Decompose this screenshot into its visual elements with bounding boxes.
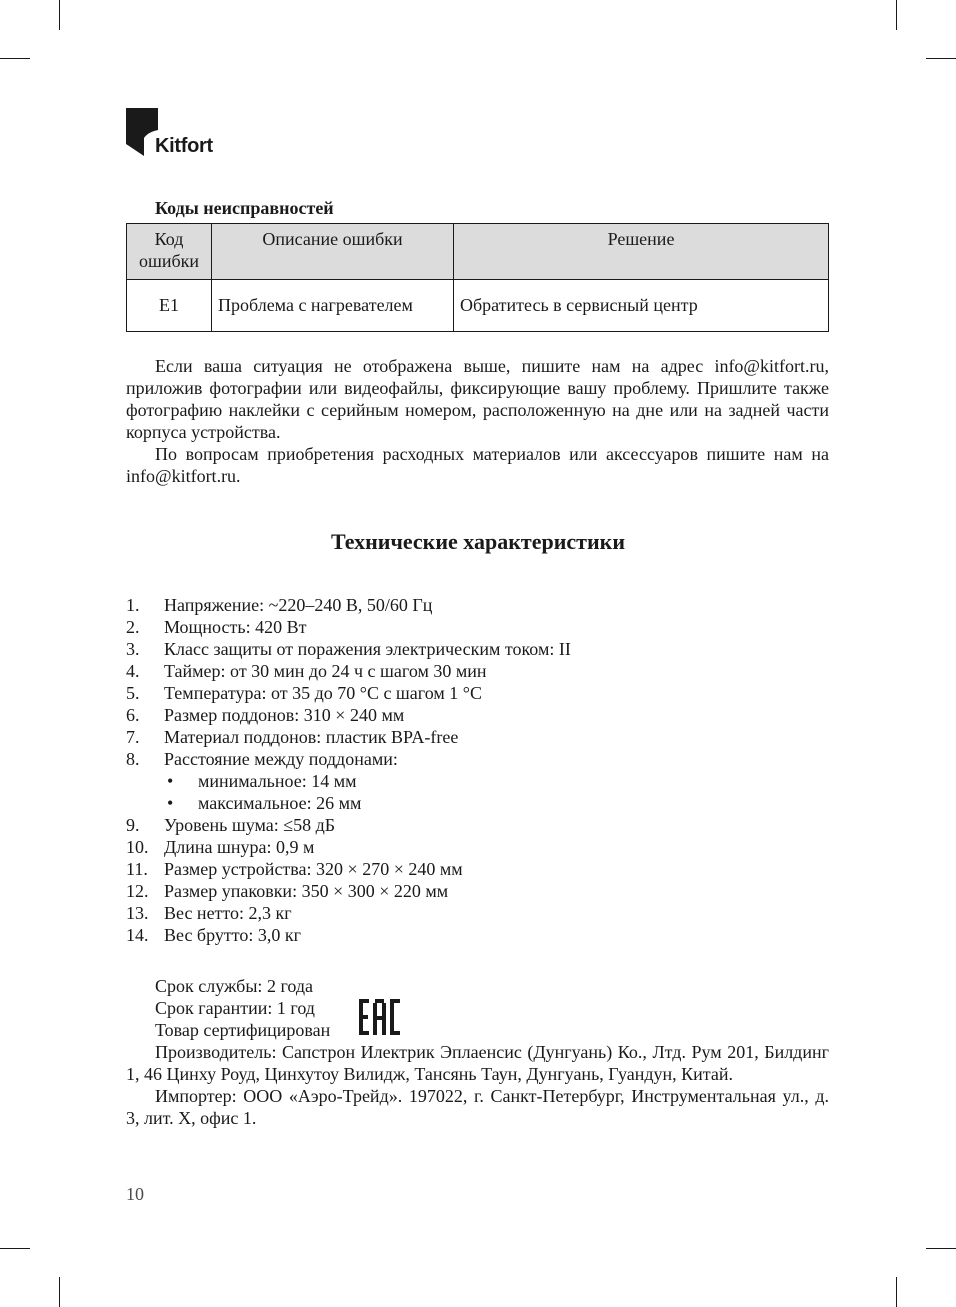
list-item: 11. Размер устройства: 320 × 270 × 240 мм: [126, 859, 463, 879]
bullet-icon: •: [167, 771, 174, 791]
specs-title: Технические характеристики: [330, 529, 626, 554]
list-item: 6. Размер поддонов: 310 × 240 мм: [126, 705, 405, 725]
specs-list: [126, 594, 571, 946]
crop-mark: [896, 0, 897, 30]
sub-list-item: • максимальное: 26 мм: [167, 793, 362, 813]
list-item: 8. Расстояние между поддонами: • минимальное: 14 мм • максимальное: 26 мм: [126, 748, 571, 814]
fault-codes-table: [126, 223, 829, 332]
eac-mark-icon: [359, 999, 400, 1035]
crop-mark: [0, 1248, 30, 1249]
list-item: 12. Размер упаковки: 350 × 300 × 220 мм: [126, 881, 449, 901]
certification-note: Товар сертифицирован: [155, 1020, 331, 1040]
fault-codes-caption: Коды неисправностей: [155, 198, 334, 218]
list-item: 9. Уровень шума: ≤58 дБ: [126, 815, 336, 835]
support-text-2: По вопросам приобретения расходных материалов или аксессуаров пишите нам на info@kitfort.ru.: [126, 444, 829, 486]
support-text-1: Если ваша ситуация не отображена выше, пишите нам на адрес info@kitfort.ru, приложив фотографии или видеофайлы, фиксирующие вашу проблему. Пришлите также фотографию наклейки с серийным номером, расположенную на дне или на задней части корпуса устройства.: [126, 356, 829, 442]
sub-list: [164, 770, 571, 814]
list-item: 4. Таймер: от 30 мин до 24 ч с шагом 30 мин: [126, 661, 487, 681]
column-header-code: Код ошибки: [127, 224, 212, 280]
service-life: Срок службы: 2 года: [155, 976, 314, 996]
table-row: [127, 280, 829, 332]
crop-mark: [59, 0, 60, 30]
list-item: 1. Напряжение: ~220–240 В, 50/60 Гц: [126, 595, 433, 615]
list-item: 3. Класс защиты от поражения электрическим током: II: [126, 639, 571, 659]
crop-mark: [59, 1277, 60, 1307]
column-header-description: Описание ошибки: [212, 224, 454, 280]
importer-info: Импортер: ООО «Аэро-Трейд». 197022, г. Санкт-Петербург, Инструментальная ул., д. 3, лит. Х, офис 1.: [126, 1086, 829, 1128]
crop-mark: [896, 1277, 897, 1307]
crop-mark: [926, 58, 956, 59]
error-description-cell: Проблема с нагревателем: [212, 280, 454, 332]
table-header-row: [127, 224, 829, 280]
list-item: 13. Вес нетто: 2,3 кг: [126, 903, 292, 923]
error-code-cell: E1: [127, 280, 212, 332]
manufacturer-info: Производитель: Сапстрон Илектрик Эплаенсис (Дунгуань) Ко., Лтд. Рум 201, Билдинг 1, 46 Цинху Роуд, Цинхутоу Вилидж, Тансянь Таун, Дунгуань, Гуандун, Китай.: [126, 1042, 829, 1084]
bullet-icon: •: [167, 793, 174, 813]
column-header-solution: Решение: [454, 224, 829, 280]
list-item: 14. Вес брутто: 3,0 кг: [126, 925, 301, 945]
list-item: 2. Мощность: 420 Вт: [126, 617, 307, 637]
crop-mark: [926, 1248, 956, 1249]
warranty-period: Срок гарантии: 1 год: [155, 998, 315, 1018]
list-item: 10. Длина шнура: 0,9 м: [126, 837, 315, 857]
support-paragraph: [126, 355, 829, 443]
kitfort-logo-icon: [126, 108, 158, 156]
error-solution-cell: Обратитесь в сервисный центр: [454, 280, 829, 332]
brand-name: Kitfort: [155, 135, 213, 157]
list-item: 5. Температура: от 35 до 70 °C с шагом 1 °C: [126, 683, 482, 703]
crop-mark: [0, 58, 30, 59]
list-item: 7. Материал поддонов: пластик BPA-free: [126, 727, 459, 747]
sub-list-item: • минимальное: 14 мм: [167, 771, 357, 791]
page-number: 10: [126, 1184, 144, 1204]
accessories-paragraph: [126, 443, 829, 487]
